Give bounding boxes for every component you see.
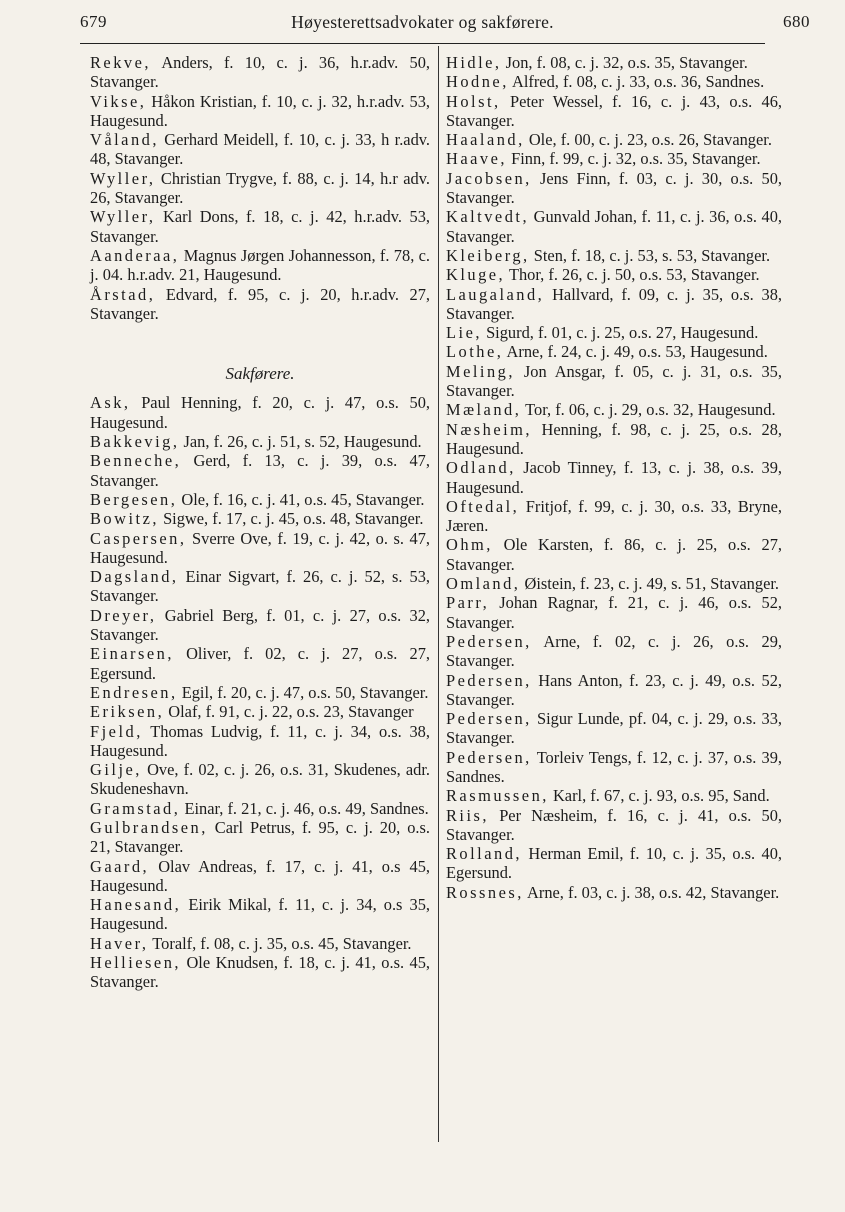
entry-surname: Haave,: [446, 149, 507, 169]
page-number-left: 679: [80, 12, 107, 31]
directory-entry: [90, 53, 430, 92]
directory-entry: [446, 323, 782, 342]
directory-entry: [90, 934, 430, 953]
entry-surname: Mæland,: [446, 400, 522, 420]
entry-details: Arne, f. 24, c. j. 49, o.s. 53, Haugesund.: [506, 342, 768, 362]
entry-surname: Vikse,: [90, 91, 147, 111]
entry-details: Ole Knudsen, f. 18, c. j. 41, o.s. 45, Stavanger.: [90, 953, 430, 992]
directory-entry: [90, 246, 430, 285]
directory-entry: [446, 342, 782, 361]
entry-details: Jacob Tinney, f. 13, c. j. 38, o.s. 39, Haugesund.: [446, 458, 782, 497]
entry-details: Peter Wessel, f. 16, c. j. 43, o.s. 46, Stavanger.: [446, 91, 782, 130]
directory-entry: [90, 722, 430, 761]
advocates-list: [90, 53, 430, 323]
entry-details: Toralf, f. 08, c. j. 35, o.s. 45, Stavanger.: [152, 933, 412, 953]
entry-surname: Bergesen,: [90, 489, 178, 509]
entry-details: Einar, f. 21, c. j. 46, o.s. 49, Sandnes.: [184, 798, 429, 818]
directory-entry: [446, 748, 782, 787]
entry-details: Jan, f. 26, c. j. 51, s. 52, Haugesund.: [183, 432, 422, 452]
entry-details: Olav Andreas, f. 17, c. j. 41, o.s 45, Haugesund.: [90, 856, 430, 895]
entry-details: Karl Dons, f. 18, c. j. 42, h.r.adv. 53, Stavanger.: [90, 207, 430, 246]
directory-entry: [90, 895, 430, 934]
entry-surname: Årstad,: [90, 284, 156, 304]
directory-entry: [90, 130, 430, 169]
entry-surname: Meling,: [446, 361, 515, 381]
entry-surname: Jacobsen,: [446, 168, 532, 188]
entry-details: Fritjof, f. 99, c. j. 30, o.s. 33, Bryne, Jæren.: [446, 496, 782, 536]
entry-surname: Odland,: [446, 458, 516, 478]
entry-details: Olaf, f. 91, c. j. 22, o.s. 23, Stavanger: [168, 702, 414, 722]
entry-details: Arne, f. 02, c. j. 26, o.s. 29, Stavanger.: [446, 631, 782, 671]
entry-surname: Rekve,: [90, 53, 151, 72]
directory-entry: [446, 497, 782, 536]
entry-details: Hallvard, f. 09, c. j. 35, o.s. 38, Stavanger.: [446, 284, 782, 323]
entry-details: Jon, f. 08, c. j. 32, o.s. 35, Stavanger.: [505, 53, 748, 72]
entry-surname: Våland,: [90, 130, 159, 150]
directory-entry: [446, 400, 782, 419]
entry-details: Per Næsheim, f. 16, c. j. 41, o.s. 50, Stavanger.: [446, 805, 782, 844]
entry-surname: Pedersen,: [446, 631, 532, 651]
directory-entry: [90, 451, 430, 490]
solicitors-list-right: [446, 53, 782, 902]
entry-surname: Ohm,: [446, 535, 493, 555]
entry-details: Edvard, f. 95, c. j. 20, h.r.adv. 27, Stavanger.: [90, 284, 430, 323]
entry-surname: Kluge,: [446, 265, 506, 285]
directory-entry: [446, 92, 782, 131]
directory-entry: [446, 671, 782, 710]
entry-details: Gerd, f. 13, c. j. 39, o.s. 47, Stavanger.: [90, 451, 430, 490]
section-heading: Sakførere.: [225, 364, 295, 384]
entry-details: Karl, f. 67, c. j. 93, o.s. 95, Sand.: [552, 786, 770, 806]
entry-details: Carl Petrus, f. 95, c. j. 20, o.s. 21, Stavanger.: [90, 817, 430, 857]
column-divider: [438, 46, 439, 1142]
directory-entry: [446, 72, 782, 91]
entry-surname: Wyller,: [90, 168, 156, 188]
directory-entry: [90, 393, 430, 432]
directory-entry: [90, 92, 430, 131]
directory-entry: [446, 169, 782, 208]
directory-entry: [90, 857, 430, 896]
entry-details: Finn, f. 99, c. j. 32, o.s. 35, Stavanger.: [511, 149, 761, 169]
entry-details: Ole, f. 00, c. j. 23, o.s. 26, Stavanger.: [528, 130, 772, 150]
directory-entry: [446, 593, 782, 632]
entry-surname: Einarsen,: [90, 644, 174, 664]
entry-details: Magnus Jørgen Johannesson, f. 78, c. j. 04. h.r.adv. 21, Haugesund.: [90, 245, 430, 285]
directory-entry: [90, 644, 430, 683]
page-title: Høyesterettsadvokater og sakførere.: [291, 12, 554, 32]
directory-entry: [90, 953, 430, 992]
entry-surname: Pedersen,: [446, 747, 532, 767]
entry-details: Sigur Lunde, pf. 04, c. j. 29, o.s. 33, Stavanger.: [446, 709, 782, 748]
entry-details: Sverre Ove, f. 19, c. j. 42, o. s. 47, Haugesund.: [90, 528, 430, 567]
entry-details: Øistein, f. 23, c. j. 49, s. 51, Stavanger.: [524, 574, 779, 594]
entry-surname: Pedersen,: [446, 709, 532, 729]
entry-surname: Endresen,: [90, 682, 178, 702]
entry-details: Egil, f. 20, c. j. 47, o.s. 50, Stavanger.: [181, 682, 429, 702]
entry-details: Herman Emil, f. 10, c. j. 35, o.s. 40, Egersund.: [446, 844, 782, 883]
entry-details: Alfred, f. 08, c. j. 33, o.s. 36, Sandnes.: [512, 72, 765, 92]
directory-entry: [90, 207, 430, 246]
directory-entry: [446, 458, 782, 497]
directory-entry: [90, 509, 430, 528]
entry-details: Eirik Mikal, f. 11, c. j. 34, o.s 35, Haugesund.: [90, 895, 430, 934]
entry-surname: Eriksen,: [90, 702, 165, 722]
left-column: [90, 53, 430, 992]
directory-entry: [446, 130, 782, 149]
page-header: [0, 0, 845, 40]
entry-surname: Bowitz,: [90, 509, 159, 529]
entry-details: Sten, f. 18, c. j. 53, s. 53, Stavanger.: [533, 245, 771, 265]
entry-surname: Parr,: [446, 593, 490, 613]
entry-details: Thor, f. 26, c. j. 50, o.s. 53, Stavanger.: [508, 265, 760, 285]
entry-surname: Hodne,: [446, 72, 509, 92]
directory-entry: [446, 285, 782, 324]
entry-details: Jon Ansgar, f. 05, c. j. 31, o.s. 35, Stavanger.: [446, 361, 782, 401]
entry-surname: Gramstad,: [90, 798, 181, 818]
directory-entry: [90, 760, 430, 799]
directory-entry: [446, 420, 782, 459]
entry-details: Paul Henning, f. 20, c. j. 47, o.s. 50, Haugesund.: [90, 393, 430, 432]
entry-details: Sigwe, f. 17, c. j. 45, o.s. 48, Stavanger.: [163, 509, 424, 529]
entry-details: Ole, f. 16, c. j. 41, o.s. 45, Stavanger.: [181, 489, 425, 509]
directory-entry: [446, 883, 782, 902]
entry-surname: Wyller,: [90, 207, 156, 227]
entry-surname: Riis,: [446, 805, 490, 825]
entry-surname: Fjeld,: [90, 721, 143, 741]
entry-details: Anders, f. 10, c. j. 36, h.r.adv. 50, Stavanger.: [90, 53, 430, 92]
directory-entry: [90, 683, 430, 702]
entry-surname: Dreyer,: [90, 605, 157, 625]
entry-details: Gabriel Berg, f. 01, c. j. 27, o.s. 32, Stavanger.: [90, 605, 430, 645]
entry-details: Einar Sigvart, f. 26, c. j. 52, s. 53, Stavanger.: [90, 567, 430, 606]
entry-details: Håkon Kristian, f. 10, c. j. 32, h.r.adv. 53, Haugesund.: [90, 91, 430, 130]
directory-entry: [90, 606, 430, 645]
entry-details: Tor, f. 06, c. j. 29, o.s. 32, Haugesund.: [525, 400, 776, 420]
header-rule: [80, 43, 765, 44]
directory-entry: [90, 490, 430, 509]
entry-details: Gunvald Johan, f. 11, c. j. 36, o.s. 40, Stavanger.: [446, 207, 782, 246]
entry-surname: Gulbrandsen,: [90, 817, 208, 837]
entry-details: Ole Karsten, f. 86, c. j. 25, o.s. 27, Stavanger.: [446, 535, 782, 574]
directory-entry: [446, 53, 782, 72]
entry-surname: Gilje,: [90, 760, 142, 780]
entry-surname: Laugaland,: [446, 284, 545, 304]
entry-details: Oliver, f. 02, c. j. 27, o.s. 27, Egersund.: [90, 644, 430, 683]
directory-entry: [446, 246, 782, 265]
entry-surname: Gaard,: [90, 856, 150, 876]
entry-details: Christian Trygve, f. 88, c. j. 14, h.r adv. 26, Stavanger.: [90, 168, 430, 208]
entry-details: Arne, f. 03, c. j. 38, o.s. 42, Stavanger.: [527, 882, 780, 902]
entry-surname: Caspersen,: [90, 528, 187, 548]
entry-surname: Lie,: [446, 323, 482, 343]
entry-surname: Kleiberg,: [446, 245, 530, 265]
entry-surname: Rasmussen,: [446, 786, 549, 806]
right-column: [446, 53, 782, 902]
directory-entry: [446, 207, 782, 246]
entry-surname: Lothe,: [446, 342, 504, 362]
directory-entry: [90, 432, 430, 451]
entry-details: Henning, f. 98, c. j. 25, o.s. 28, Haugesund.: [446, 419, 782, 458]
directory-entry: [446, 806, 782, 845]
directory-entry: [446, 632, 782, 671]
entry-surname: Haaland,: [446, 130, 525, 150]
entry-details: Thomas Ludvig, f. 11, c. j. 34, o.s. 38, Haugesund.: [90, 721, 430, 760]
directory-entry: [90, 529, 430, 568]
directory-entry: [446, 786, 782, 805]
entry-surname: Rolland,: [446, 844, 522, 864]
entry-surname: Aanderaa,: [90, 245, 180, 265]
directory-entry: [446, 362, 782, 401]
entry-details: Sigurd, f. 01, c. j. 25, o.s. 27, Haugesund.: [486, 323, 759, 343]
entry-details: Gerhard Meidell, f. 10, c. j. 33, h r.adv. 48, Stavanger.: [90, 130, 430, 169]
entry-details: Ove, f. 02, c. j. 26, o.s. 31, Skudenes, adr. Skudeneshavn.: [90, 760, 430, 799]
entry-surname: Rossnes,: [446, 882, 524, 902]
entry-details: Torleiv Tengs, f. 12, c. j. 37, o.s. 39, Sandnes.: [446, 747, 782, 786]
entry-surname: Helliesen,: [90, 953, 181, 973]
page-number-right: 680: [783, 12, 810, 31]
entry-surname: Oftedal,: [446, 496, 520, 516]
entry-surname: Næsheim,: [446, 419, 533, 439]
entry-surname: Pedersen,: [446, 670, 532, 690]
directory-entry: [90, 567, 430, 606]
entry-surname: Dagsland,: [90, 567, 179, 587]
entry-surname: Kaltvedt,: [446, 207, 530, 227]
directory-entry: [90, 169, 430, 208]
directory-entry: [446, 844, 782, 883]
entry-surname: Holst,: [446, 91, 501, 111]
directory-entry: [90, 702, 430, 721]
entry-surname: Ask,: [90, 393, 131, 413]
directory-entry: [90, 799, 430, 818]
directory-entry: [90, 285, 430, 324]
entry-details: Johan Ragnar, f. 21, c. j. 46, o.s. 52, Stavanger.: [446, 593, 782, 632]
directory-entry: [446, 265, 782, 284]
entry-surname: Bakkevig,: [90, 432, 180, 452]
entry-surname: Benneche,: [90, 451, 182, 471]
entry-surname: Omland,: [446, 574, 521, 594]
entry-details: Hans Anton, f. 23, c. j. 49, o.s. 52, Stavanger.: [446, 670, 782, 709]
directory-entry: [446, 574, 782, 593]
entry-surname: Hanesand,: [90, 895, 182, 915]
entry-details: Jens Finn, f. 03, c. j. 30, o.s. 50, Stavanger.: [446, 168, 782, 208]
entry-surname: Hidle,: [446, 53, 502, 72]
directory-entry: [90, 818, 430, 857]
directory-entry: [446, 535, 782, 574]
directory-entry: [446, 709, 782, 748]
directory-entry: [446, 149, 782, 168]
entry-surname: Haver,: [90, 933, 149, 953]
solicitors-list-left: [90, 393, 430, 991]
